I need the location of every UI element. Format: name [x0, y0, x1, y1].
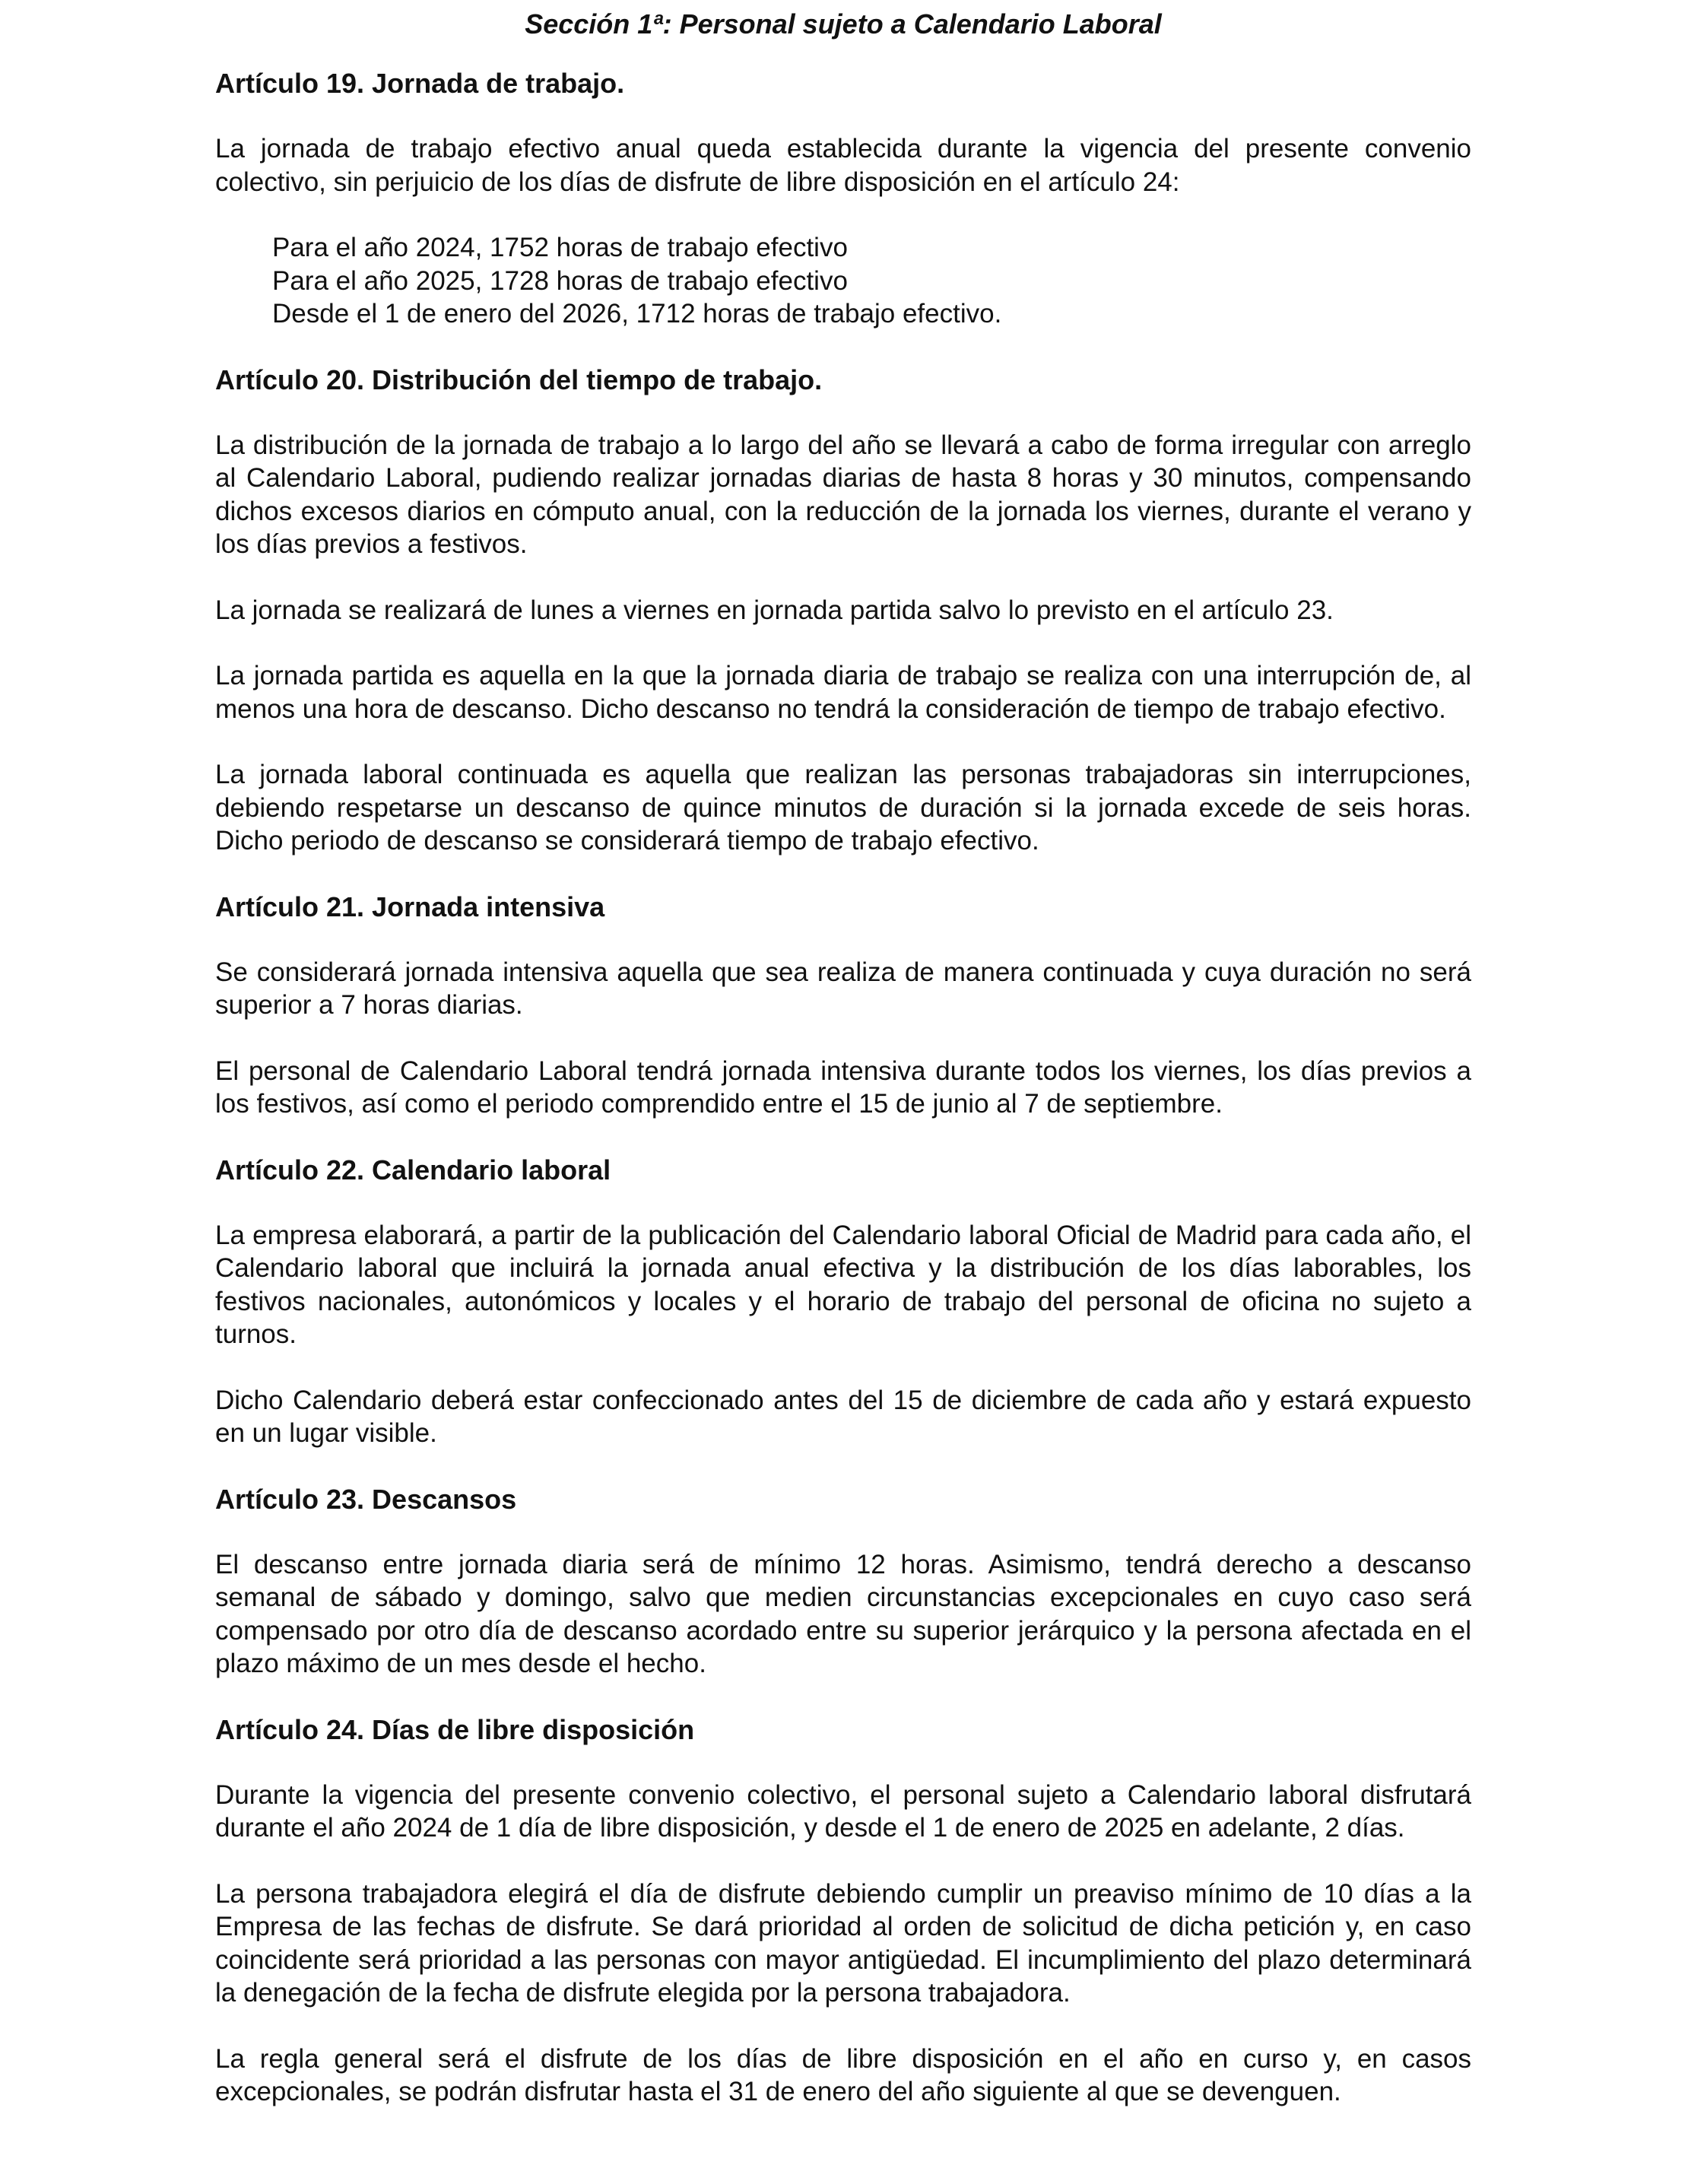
article-19-hours-list	[215, 231, 1471, 331]
article-20-paragraph-4: La jornada laboral continuada es aquella que realizan las personas trabajadoras sin interrupciones, debiendo respetarse un descanso de quince minutos de duración si la jornada excede de seis horas. Dicho periodo de descanso se considerará tiempo de trabajo efectivo.	[215, 760, 1471, 856]
article-20-paragraph-1: La distribución de la jornada de trabajo a lo largo del año se llevará a cabo de forma irregular con arreglo al Calendario Laboral, pudiendo realizar jornadas diarias de hasta 8 horas y 30 minutos, compensando dichos excesos diarios en cómputo anual, con la reducción de la jornada los viernes, durante el verano y los días previos a festivos.	[215, 430, 1471, 559]
article-20-paragraph-2: La jornada se realizará de lunes a viernes en jornada partida salvo lo previsto en el artículo 23.	[215, 595, 1334, 625]
hours-list-item-2025: Para el año 2025, 1728 horas de trabajo efectivo	[272, 265, 848, 296]
article-20-heading: Artículo 20. Distribución del tiempo de trabajo.	[215, 363, 823, 395]
article-23-paragraph-1: El descanso entre jornada diaria será de mínimo 12 horas. Asimismo, tendrá derecho a descanso semanal de sábado y domingo, salvo que medien circunstancias excepcionales en cuyo caso será compensado por otro día de descanso acordado entre su superior jerárquico y la persona afectada en el plazo máximo de un mes desde el hecho.	[215, 1549, 1471, 1678]
article-24-paragraph-1: Durante la vigencia del presente convenio colectivo, el personal sujeto a Calendario laboral disfrutará durante el año 2024 de 1 día de libre disposición, y desde el 1 de enero de 2025 en adelante, 2 días.	[215, 1779, 1471, 1843]
document-page	[215, 8, 1471, 2141]
article-23-heading: Artículo 23. Descansos	[215, 1483, 517, 1515]
article-24-heading: Artículo 24. Días de libre disposición	[215, 1713, 695, 1745]
hours-list-item-2026: Desde el 1 de enero del 2026, 1712 horas de trabajo efectivo.	[272, 299, 1002, 329]
article-21-paragraph-1: Se considerará jornada intensiva aquella que sea realiza de manera continuada y cuya duración no será superior a 7 horas diarias.	[215, 957, 1471, 1020]
article-20-paragraph-3: La jornada partida es aquella en la que la jornada diaria de trabajo se realiza con una interrupción de, al menos una hora de descanso. Dicho descanso no tendrá la consideración de tiempo de trabajo efectivo.	[215, 661, 1471, 724]
article-22-heading: Artículo 22. Calendario laboral	[215, 1154, 611, 1186]
article-19-heading: Artículo 19. Jornada de trabajo.	[215, 68, 625, 99]
article-21-paragraph-2: El personal de Calendario Laboral tendrá jornada intensiva durante todos los viernes, los días previos a los festivos, así como el periodo comprendido entre el 15 de junio al 7 de septiembre.	[215, 1055, 1471, 1119]
article-21-heading: Artículo 21. Jornada intensiva	[215, 890, 605, 922]
article-19-paragraph-1: La jornada de trabajo efectivo anual queda establecida durante la vigencia del presente convenio colectivo, sin perjuicio de los días de disfrute de libre disposición en el artículo 24:	[215, 134, 1471, 197]
section-title: Sección 1ª: Personal sujeto a Calendario Laboral	[525, 8, 1162, 40]
article-22-paragraph-1: La empresa elaborará, a partir de la publicación del Calendario laboral Oficial de Madrid para cada año, el Calendario laboral que incluirá la jornada anual efectiva y la distribución de los días laborables, los festivos nacionales, autonómicos y locales y el horario de trabajo del personal de oficina no sujeto a turnos.	[215, 1220, 1471, 1349]
article-22-paragraph-2: Dicho Calendario deberá estar confeccionado antes del 15 de diciembre de cada año y estará expuesto en un lugar visible.	[215, 1385, 1471, 1448]
hours-list-item-2024: Para el año 2024, 1752 horas de trabajo efectivo	[272, 233, 848, 262]
article-24-paragraph-3: La regla general será el disfrute de los días de libre disposición en el año en curso y, en casos excepcionales, se podrán disfrutar hasta el 31 de enero del año siguiente al que se devenguen.	[215, 2043, 1471, 2106]
article-24-paragraph-2: La persona trabajadora elegirá el día de disfrute debiendo cumplir un preaviso mínimo de 10 días a la Empresa de las fechas de disfrute. Se dará prioridad al orden de solicitud de dicha petición y, en caso coincidente será prioridad a las personas con mayor antigüedad. El incumplimiento del plazo determinará la denegación de la fecha de disfrute elegida por la persona trabajadora.	[215, 1878, 1471, 2008]
